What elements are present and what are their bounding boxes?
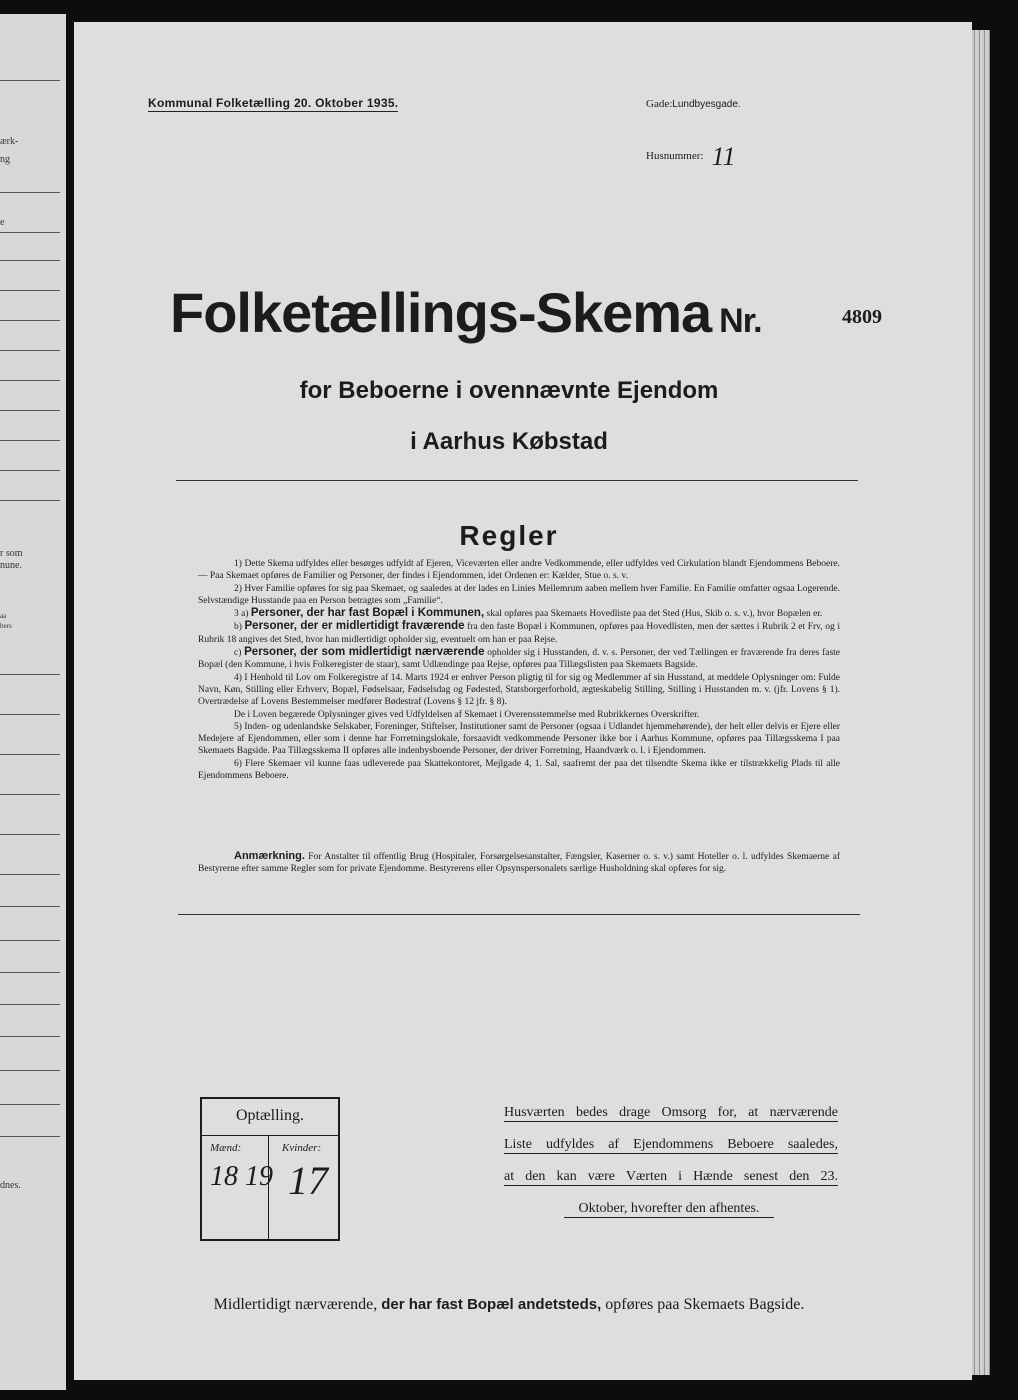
anmaerkning-label: Anmærkning. xyxy=(234,850,305,862)
maend-label: Mænd: xyxy=(210,1142,242,1154)
left-page-rule xyxy=(0,794,60,795)
rule-3a: 3 a) Personer, der har fast Bopæl i Kommunen, skal opføres paa Skemaets Hovedliste paa det Sted (Hus, Skib o. s. v.), hvor Bopælen er. xyxy=(234,607,823,620)
kvinder-label: Kvinder: xyxy=(282,1142,322,1154)
census-title-header: Kommunal Folketælling 20. Oktober 1935. xyxy=(148,96,399,110)
left-page-rule xyxy=(0,470,60,471)
optaelling-title: Optælling. xyxy=(235,1107,304,1124)
left-page-fragment: bers xyxy=(0,622,12,630)
left-page-rule xyxy=(0,874,60,875)
anmaerkning-text: For Anstalter til offentlig Brug (Hospitaler, Forsørgelsesanstalter, Fængsler, Kaserner o. s. v.) samt Hoteller o. l. udfyldes Skemaerne af Bestyrerne efter samme Regler som for private Ejendomme. Bestyrerens eller Opsynspersonalets særlige Husholdning skal opføres for sig. xyxy=(198,852,840,875)
notice-line: Husværten bedes drage Omsorg for, at nærværende xyxy=(504,1105,838,1120)
rule-3c: c) Personer, der som midlertidigt nærværende opholder sig i Husstanden, d. v. s. Personer, der ved Tællingen er fraværende fra deres faste Bopæl (den Kommune, i hvis Folkeregister de staar), samt Udlændinge paa Rejse, opføres paa Tillægslisten paa Skemaets Bagside. xyxy=(198,646,841,671)
husnummer-label: Husnummer: xyxy=(646,150,704,162)
notice-line: Oktober, hvorefter den afhentes. xyxy=(564,1200,774,1218)
optaelling-divider xyxy=(202,1135,338,1136)
left-page-rule xyxy=(0,1136,60,1137)
rule-2: 2) Hver Familie opføres for sig paa Skemaet, og saaledes at der lades en Linies Mellemrum aaben mellem hver Familie. En Familie omfatter ogsaa Logerende. Selvstændige Husstande paa en Person betragtes som „Familie“. xyxy=(198,583,840,606)
anmaerkning xyxy=(198,850,840,876)
left-page-fragment: dnes. xyxy=(0,1180,21,1191)
form-title xyxy=(170,280,762,345)
left-page-rule xyxy=(0,260,60,261)
left-page-rule xyxy=(0,1004,60,1005)
left-page-rule xyxy=(0,350,60,351)
left-page-rule xyxy=(0,290,60,291)
husnummer-field xyxy=(646,136,736,171)
left-page-fragment: e xyxy=(0,217,5,228)
rule-4b: De i Loven begærede Oplysninger gives ved Udfyldelsen af Skemaet i Overensstemmelse med Rubrikkernes Overskrifter. xyxy=(234,709,700,720)
left-page-rule xyxy=(0,754,60,755)
left-page-rule xyxy=(0,192,60,193)
gade-field xyxy=(646,98,741,110)
form-subtitle-1: for Beboerne i ovennævnte Ejendom xyxy=(299,377,719,404)
notice-line: Liste udfyldes af Ejendommens Beboere saaledes, xyxy=(504,1137,838,1152)
rules-body xyxy=(198,558,840,782)
footer-note: Midlertidigt nærværende, der har fast Bopæl andetsteds, opføres paa Skemaets Bagside. xyxy=(213,1296,805,1313)
left-page-fragment: r som xyxy=(0,548,23,559)
schema-number: 4809 xyxy=(842,306,882,328)
left-page-rule xyxy=(0,972,60,973)
left-page-rule xyxy=(0,1070,60,1071)
left-page-rule xyxy=(0,714,60,715)
left-page-rule xyxy=(0,500,60,501)
left-page-rule xyxy=(0,232,60,233)
optaelling-box xyxy=(200,1097,340,1241)
form-title-main: Folketællings-Skema xyxy=(170,281,712,344)
left-page-fragment: aa xyxy=(0,612,7,620)
divider xyxy=(178,914,860,915)
left-page-fragment: nune. xyxy=(0,560,22,571)
notice-line: at den kan være Værten i Hænde senest den 23. xyxy=(504,1169,838,1184)
page-stack-edge xyxy=(972,30,990,1375)
maend-count: 18 19 xyxy=(210,1161,273,1192)
rule-4: 4) I Henhold til Lov om Folkeregistre af 14. Marts 1924 er enhver Person pligtig til for sig og Medlemmer af sin Husstand, at meddele Oplysninger om: Fulde Navn, Køn, Stilling eller Erhverv, Bopæl, Fødselsaar, Fødselsdag og Fødested, Statsborgerforhold, ægteskabelig Stilling, Stilling i Husstanden m. v. (jfr. Lovens § 1). Overtrædelse af Lovens Bestemmelser medfører Bødestraf (Lovens § 12 jfr. § 8). xyxy=(198,672,840,708)
left-page-edge xyxy=(0,14,66,1390)
landlord-notice xyxy=(504,1104,838,1232)
divider xyxy=(176,480,858,481)
rule-1: 1) Dette Skema udfyldes eller besørges udfyldt af Ejeren, Viceværten eller andre Vedkommende, eller udfyldes ved Cirkulation blandt Ejendommens Beboere. — Paa Skemaet opføres de Familier og Personer, der findes i Ejendommen, idet Ordenen er: Kælder, Stue o. s. v. xyxy=(198,559,840,582)
gade-value: Lundbyesgade. xyxy=(672,99,741,110)
left-page-rule xyxy=(0,1036,60,1037)
left-page-rule xyxy=(0,834,60,835)
left-page-rule xyxy=(0,940,60,941)
left-page-rule xyxy=(0,410,60,411)
left-page-rule xyxy=(0,674,60,675)
left-page-rule xyxy=(0,80,60,81)
gade-label: Gade: xyxy=(646,98,673,110)
rule-6: 6) Flere Skemaer vil kunne faas udleverede paa Skattekontoret, Mejlgade 4, 1. Sal, saafremt der paa det tilsendte Skema ikke er tilstrækkelig Plads til alle Ejendommens Beboere. xyxy=(198,758,840,782)
left-page-rule xyxy=(0,1104,60,1105)
husnummer-value: 11 xyxy=(711,142,736,171)
regler-heading: Regler xyxy=(459,520,559,551)
left-page-rule xyxy=(0,320,60,321)
form-subtitle-2: i Aarhus Købstad xyxy=(410,428,608,455)
left-page-rule xyxy=(0,906,60,907)
kvinder-count: 17 xyxy=(288,1158,328,1203)
left-page-fragment: ærk- xyxy=(0,136,19,147)
left-page-fragment: ng xyxy=(0,154,10,165)
form-title-nr: Nr. xyxy=(719,302,762,340)
rule-5: 5) Inden- og udenlandske Selskaber, Foreninger, Stiftelser, Institutioner samt de Personer (ogsaa i Udlandet hjemmehørende), der helt eller delvis er Ejere eller Medejere af Ejendommen, eller som i denne har Forretningslokale, forsaavidt vedkommende Personer ikke bor i Aarhus Kommune, opføres paa Tillægsskema I paa Skemaets Bagside. Paa Tillægsskema II opføres alle indenbysboende Personer, der driver Forretning, Haandværk o. l. i Ejendommen. xyxy=(198,721,840,757)
rule-3b: b) Personer, der er midlertidigt fraværende fra den faste Bopæl i Kommunen, opføres paa Hovedlisten, men der sættes i Rubrik 2 et Frv, og i Rubrik 18 angives det Sted, hvor han midlertidigt opholder sig, eventuelt om han er paa Rejse. xyxy=(198,620,840,645)
